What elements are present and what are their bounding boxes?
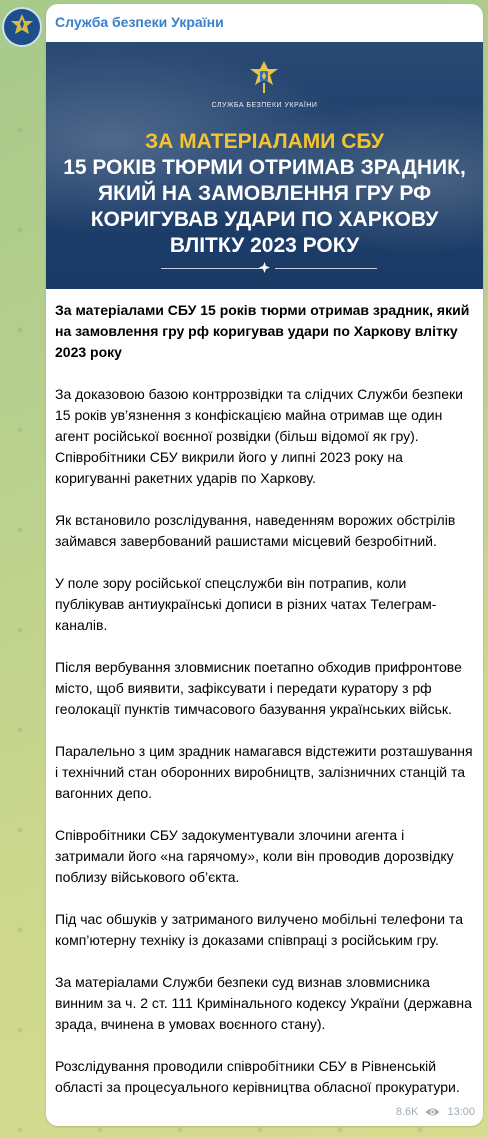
message-bubble[interactable]: [46, 4, 483, 1126]
message-lead: За матеріалами СБУ 15 років тюрми отримав зрадник, який на замовлення гру рф коригував удари по Харкову влітку 2023 року: [55, 302, 470, 360]
sbu-emblem-icon: [9, 13, 35, 41]
banner-headline-rest: 15 РОКІВ ТЮРМИ ОТРИМАВ ЗРАДНИК, ЯКИЙ НА ЗАМОВЛЕННЯ ГРУ РФ КОРИГУВАВ УДАРИ ПО ХАРКОВУ ВЛІТКУ 2023 РОКУ: [63, 156, 466, 257]
channel-avatar[interactable]: [2, 7, 42, 47]
view-count: 8.6K: [395, 1106, 419, 1118]
message-time: 13:00: [447, 1106, 475, 1118]
message-paragraph: Після вербування зловмисник поетапно обходив прифронтове місто, щоб виявити, зафіксувати і передати куратору з рф геолокації пунктів тимчасового базування українських військ.: [55, 659, 462, 717]
message-paragraph: Співробітники СБУ задокументували злочини агента і затримали його «на гарячому», коли він проводив дорозвідку поблизу військового об’єкта.: [55, 827, 454, 885]
news-banner-image[interactable]: [46, 42, 483, 289]
message-paragraph: За доказовою базою контррозвідки та слідчих Служби безпеки 15 років ув’язнення з конфіскацією майна отримав ще один агент російської воєнної розвідки (більш відомої як гру). Співробітники СБУ викрили його у липні 2023 року на коригуванні ракетних ударів по Харкову.: [55, 386, 463, 486]
message-paragraph: Як встановило розслідування, наведенням ворожих обстрілів займався завербований рашистами місцевий безробітний.: [55, 512, 456, 549]
banner-divider-left: [161, 268, 263, 269]
message-meta: [396, 1106, 475, 1118]
message-paragraph: Розслідування проводили співробітники СБУ в Рівненській області за процесуального керівництва обласної прокуратури.: [55, 1058, 460, 1095]
sbu-shield-icon: [248, 59, 280, 95]
message-paragraph: За матеріалами Служби безпеки суд визнав зловмисника винним за ч. 2 ст. 111 Кримінального кодексу України (державна зрада, вчинена в умовах воєнного стану).: [55, 974, 472, 1032]
message-paragraph: У поле зору російської спецслужби він потрапив, коли публікував антиукраїнські дописи в різних чатах Телеграм-каналів.: [55, 575, 437, 633]
eye-icon: [425, 1107, 440, 1117]
message-paragraph: Під час обшуків у затриманого вилучено мобільні телефони та комп’ютерну техніку із доказами співпраці з російським гру.: [55, 911, 463, 948]
banner-headline-highlight: ЗА МАТЕРІАЛАМИ СБУ: [145, 130, 384, 153]
banner-org-label: СЛУЖБА БЕЗПЕКИ УКРАЇНИ: [211, 102, 318, 109]
channel-name[interactable]: Служба безпеки України: [55, 14, 224, 30]
message-paragraph: Паралельно з цим зрадник намагався відстежити розташування і технічний стан оборонних виробництв, залізничних станцій та вагонних депо.: [55, 743, 473, 801]
banner-headline: [46, 129, 483, 259]
banner-divider-right: [275, 268, 377, 269]
message-text: [55, 300, 475, 1119]
trident-ornament-icon: [258, 261, 271, 274]
